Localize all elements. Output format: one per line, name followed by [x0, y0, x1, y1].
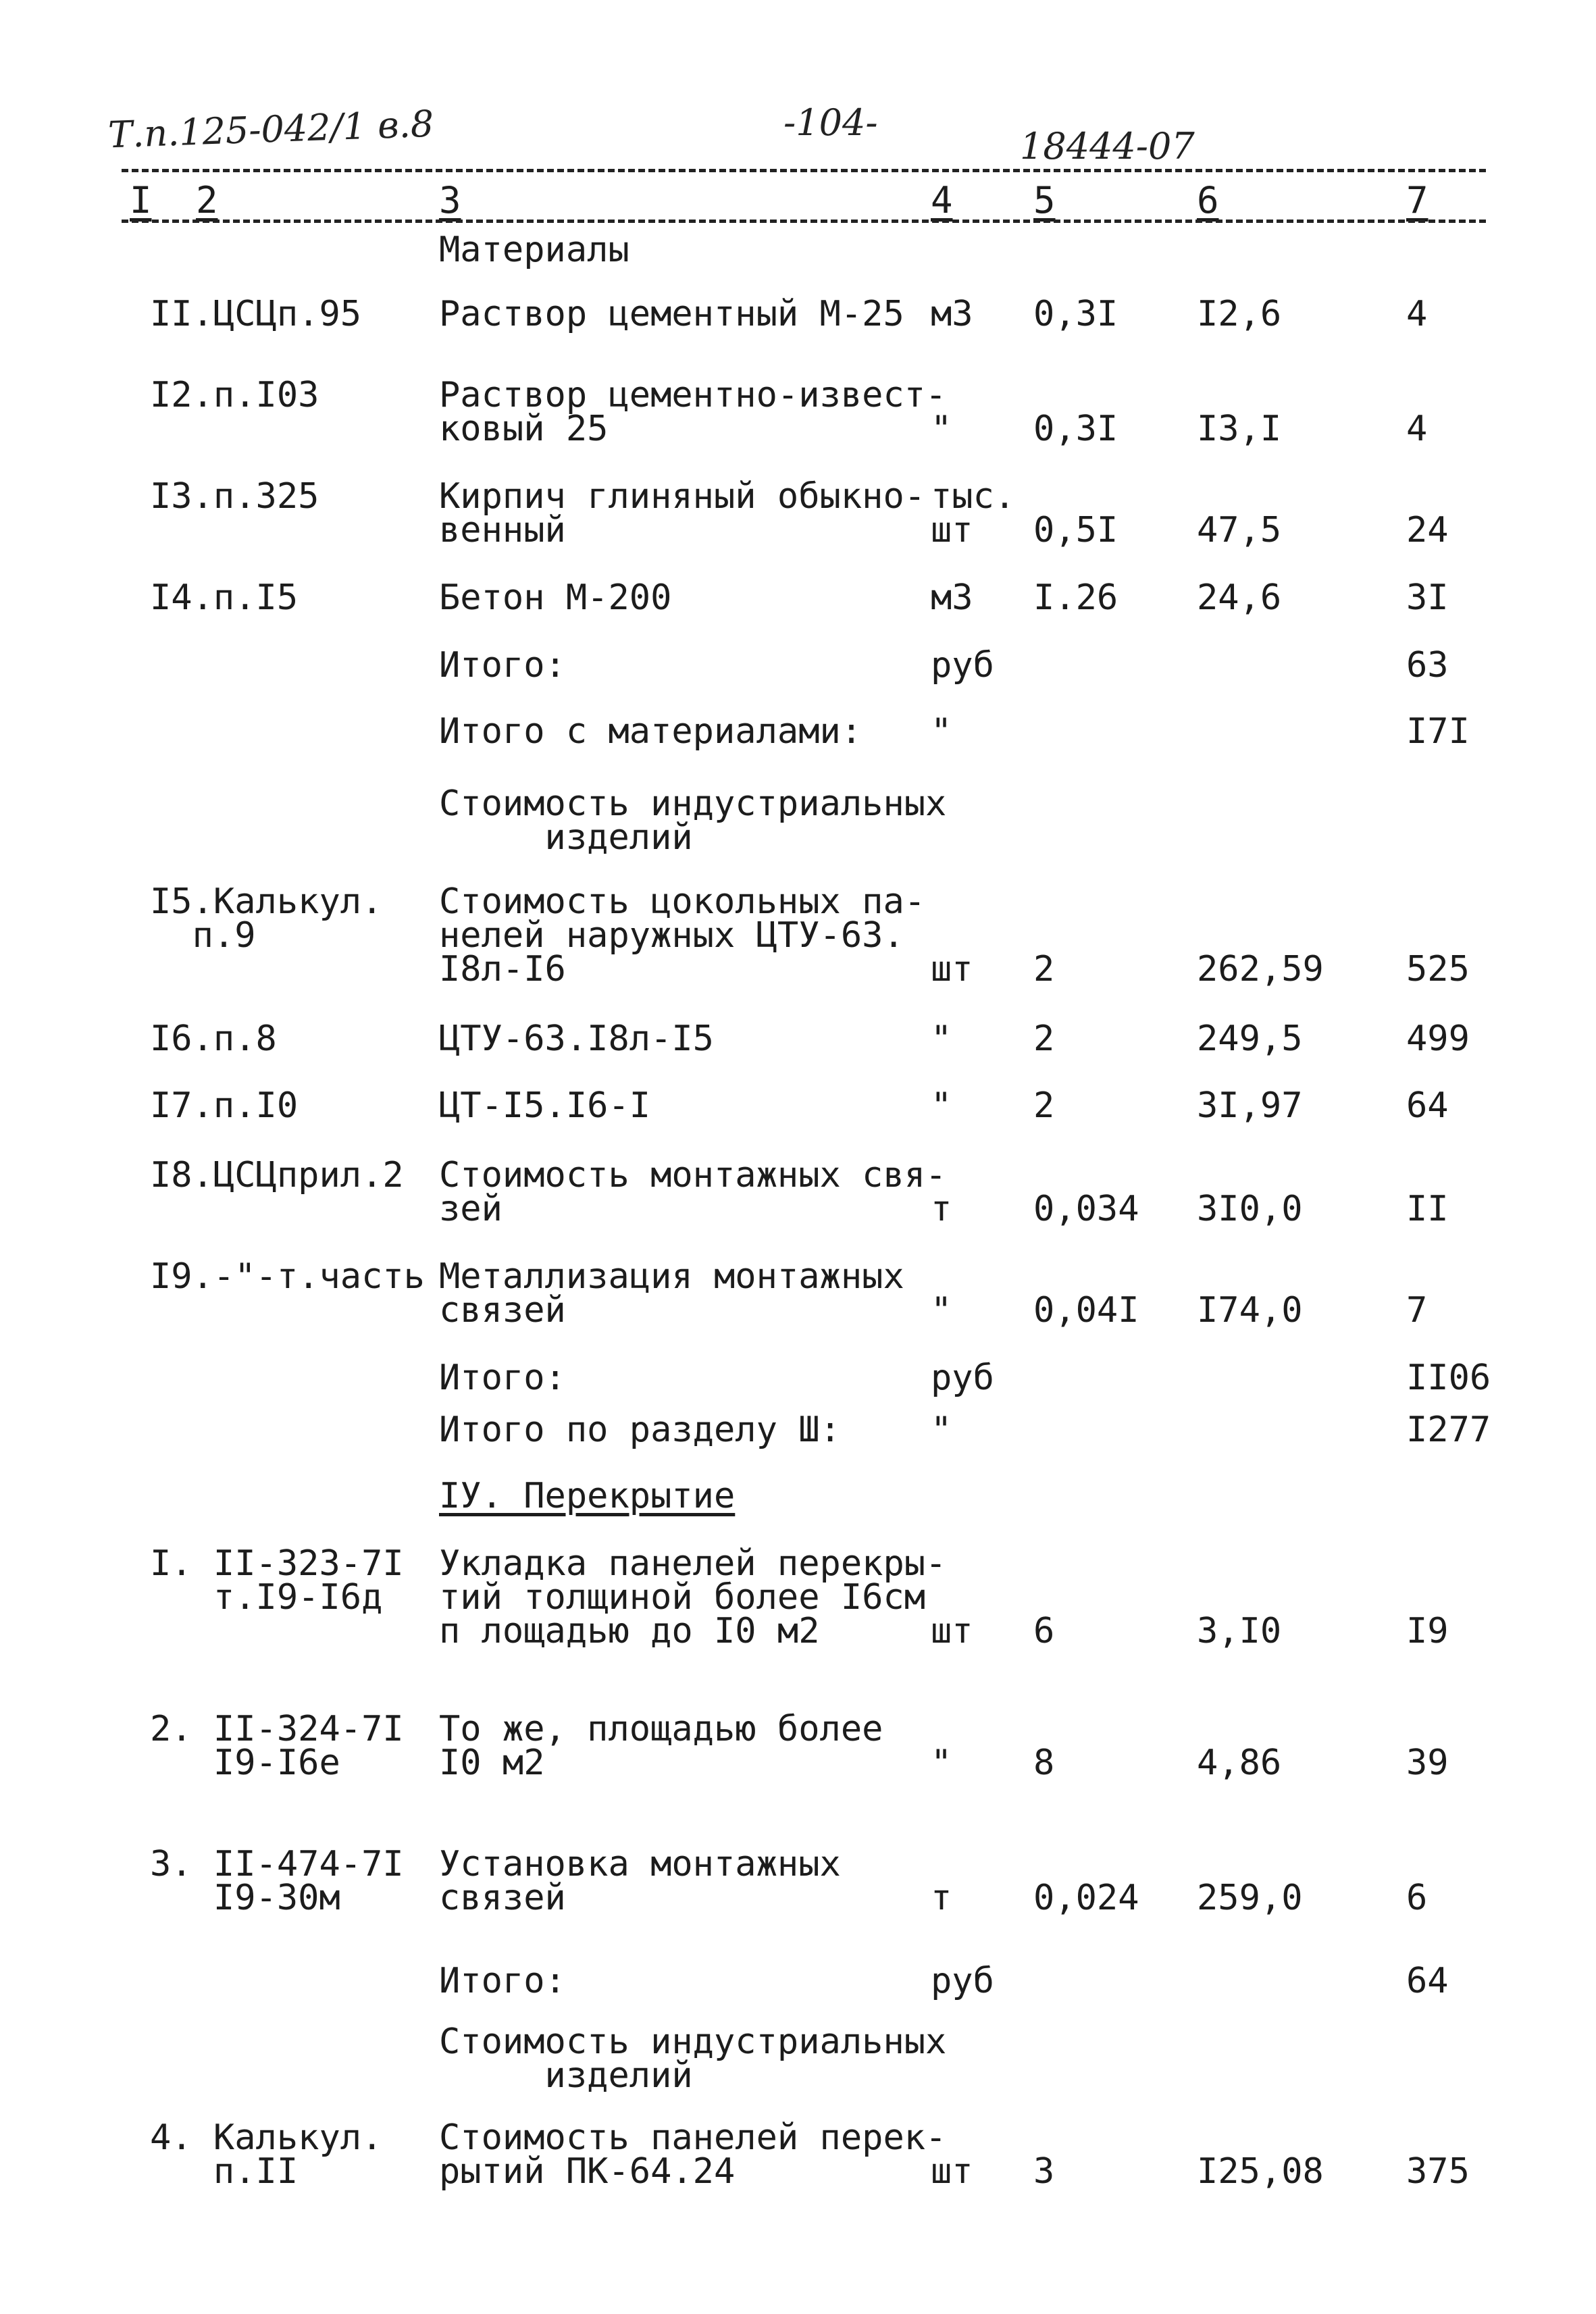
row-qty: 0,5I: [1033, 510, 1118, 550]
row-unit: т: [931, 1878, 952, 1918]
row-total: 525: [1406, 949, 1470, 989]
row-name: Итого:: [439, 645, 566, 686]
row-name: Материалы: [439, 230, 629, 270]
row-code: I5.Калькул. п.9: [150, 881, 383, 956]
row-unit: шт: [931, 1611, 973, 1651]
row-qty: 2: [1033, 1085, 1055, 1126]
row-unit: руб: [931, 1961, 994, 2001]
row-total: II06: [1406, 1358, 1491, 1398]
row-price: 4,86: [1197, 1743, 1282, 1783]
row-qty: 0,034: [1033, 1189, 1139, 1229]
handwritten-doc-ref: Т.п.125-042/1 в.8: [107, 102, 435, 157]
row-unit: ": [931, 1085, 952, 1126]
row-name: Укладка панелей перекры- тий толщиной более I6см п лощадью до I0 м2: [439, 1543, 947, 1651]
row-name: Стоимость панелей перек- рытий ПК-64.24: [439, 2117, 947, 2192]
row-qty: 0,04I: [1033, 1290, 1139, 1331]
row-unit: т: [931, 1189, 952, 1229]
row-unit: шт: [931, 949, 973, 989]
row-unit: ": [931, 409, 952, 449]
row-code: I6.п.8: [150, 1019, 277, 1059]
row-name: Стоимость индустриальных изделий: [439, 2022, 947, 2096]
row-price: I3,I: [1197, 409, 1282, 449]
row-unit: ": [931, 711, 952, 752]
row-price: I25,08: [1197, 2151, 1324, 2192]
row-total: II: [1406, 1189, 1449, 1229]
col-header-7: 7: [1406, 179, 1428, 222]
row-unit: руб: [931, 645, 994, 686]
row-name: Кирпич глиняный обыкно- венный: [439, 476, 926, 550]
row-total: 499: [1406, 1019, 1470, 1059]
row-unit: м3: [931, 577, 973, 618]
row-unit: ": [931, 1019, 952, 1059]
row-name: Стоимость цокольных па- нелей наружных ЦТУ-63. I8л-I6: [439, 881, 926, 989]
row-code: 4. Калькул. п.II: [150, 2117, 383, 2192]
row-total: 6: [1406, 1878, 1428, 1918]
col-header-3: 3: [439, 179, 461, 222]
row-total: 4: [1406, 294, 1428, 334]
row-qty: 6: [1033, 1611, 1055, 1651]
row-name: Раствор цементно-извест- ковый 25: [439, 375, 947, 449]
row-name: Установка монтажных связей: [439, 1844, 841, 1918]
row-total: 375: [1406, 2151, 1470, 2192]
row-price: 3I,97: [1197, 1085, 1303, 1126]
row-qty: 0,3I: [1033, 294, 1118, 334]
row-price: 3I0,0: [1197, 1189, 1303, 1229]
row-price: 249,5: [1197, 1019, 1303, 1059]
row-price: 3,I0: [1197, 1611, 1282, 1651]
row-name: Металлизация монтажных связей: [439, 1256, 904, 1331]
row-code: 2. II-324-7I I9-I6е: [150, 1709, 404, 1783]
row-qty: 2: [1033, 949, 1055, 989]
row-total: 64: [1406, 1961, 1449, 2001]
row-total: I7I: [1406, 711, 1470, 752]
row-unit: м3: [931, 294, 973, 334]
row-name: ЦТ-I5.I6-I: [439, 1085, 651, 1126]
row-total: 64: [1406, 1085, 1449, 1126]
row-qty: 8: [1033, 1743, 1055, 1783]
row-name: IУ. Перекрытие: [439, 1476, 736, 1516]
row-qty: 3: [1033, 2151, 1055, 2192]
row-price: 262,59: [1197, 949, 1324, 989]
row-unit: ": [931, 1410, 952, 1450]
row-qty: 0,3I: [1033, 409, 1118, 449]
row-total: I277: [1406, 1410, 1491, 1450]
row-total: 24: [1406, 510, 1449, 550]
col-header-4: 4: [931, 179, 953, 222]
row-name: Итого с материалами:: [439, 711, 863, 752]
row-code: II.ЦСЦп.95: [150, 294, 362, 334]
row-price: 259,0: [1197, 1878, 1303, 1918]
row-price: 47,5: [1197, 510, 1282, 550]
row-code: 3. II-474-7I I9-30м: [150, 1844, 404, 1918]
row-code: I4.п.I5: [150, 577, 299, 618]
row-unit: руб: [931, 1358, 994, 1398]
row-code: I3.п.325: [150, 476, 319, 517]
row-qty: 2: [1033, 1019, 1055, 1059]
row-price: I2,6: [1197, 294, 1282, 334]
row-qty: I.26: [1033, 577, 1118, 618]
row-code: I8.ЦСЦприл.2: [150, 1155, 404, 1195]
doc-number: 18444-07: [1020, 125, 1195, 168]
row-price: I74,0: [1197, 1290, 1303, 1331]
row-name: Итого по разделу Ш:: [439, 1410, 841, 1450]
row-name: ЦТУ-63.I8л-I5: [439, 1019, 714, 1059]
row-unit: ": [931, 1743, 952, 1783]
row-name: То же, площадью более I0 м2: [439, 1709, 883, 1783]
page-number: -104-: [783, 101, 878, 144]
row-unit: тыс. шт: [931, 476, 1016, 550]
row-unit: шт: [931, 2151, 973, 2192]
row-total: I9: [1406, 1611, 1449, 1651]
row-total: 63: [1406, 645, 1449, 686]
row-total: 4: [1406, 409, 1428, 449]
col-header-1: I: [130, 179, 152, 222]
row-code: I. II-323-7I т.I9-I6д: [150, 1543, 404, 1618]
row-code: I9.-"-т.часть: [150, 1256, 425, 1297]
row-total: 39: [1406, 1743, 1449, 1783]
row-name: Итого:: [439, 1358, 566, 1398]
row-name: Стоимость индустриальных изделий: [439, 783, 947, 858]
row-unit: ": [931, 1290, 952, 1331]
row-name: Стоимость монтажных свя- зей: [439, 1155, 947, 1229]
col-header-5: 5: [1033, 179, 1056, 222]
row-name: Итого:: [439, 1961, 566, 2001]
row-total: 3I: [1406, 577, 1449, 618]
col-header-6: 6: [1197, 179, 1219, 222]
row-price: 24,6: [1197, 577, 1282, 618]
row-name: Бетон М-200: [439, 577, 672, 618]
row-code: I7.п.I0: [150, 1085, 299, 1126]
row-qty: 0,024: [1033, 1878, 1139, 1918]
row-name: Раствор цементный М-25: [439, 294, 904, 334]
row-code: I2.п.I03: [150, 375, 319, 415]
col-header-2: 2: [196, 179, 218, 222]
row-total: 7: [1406, 1290, 1428, 1331]
